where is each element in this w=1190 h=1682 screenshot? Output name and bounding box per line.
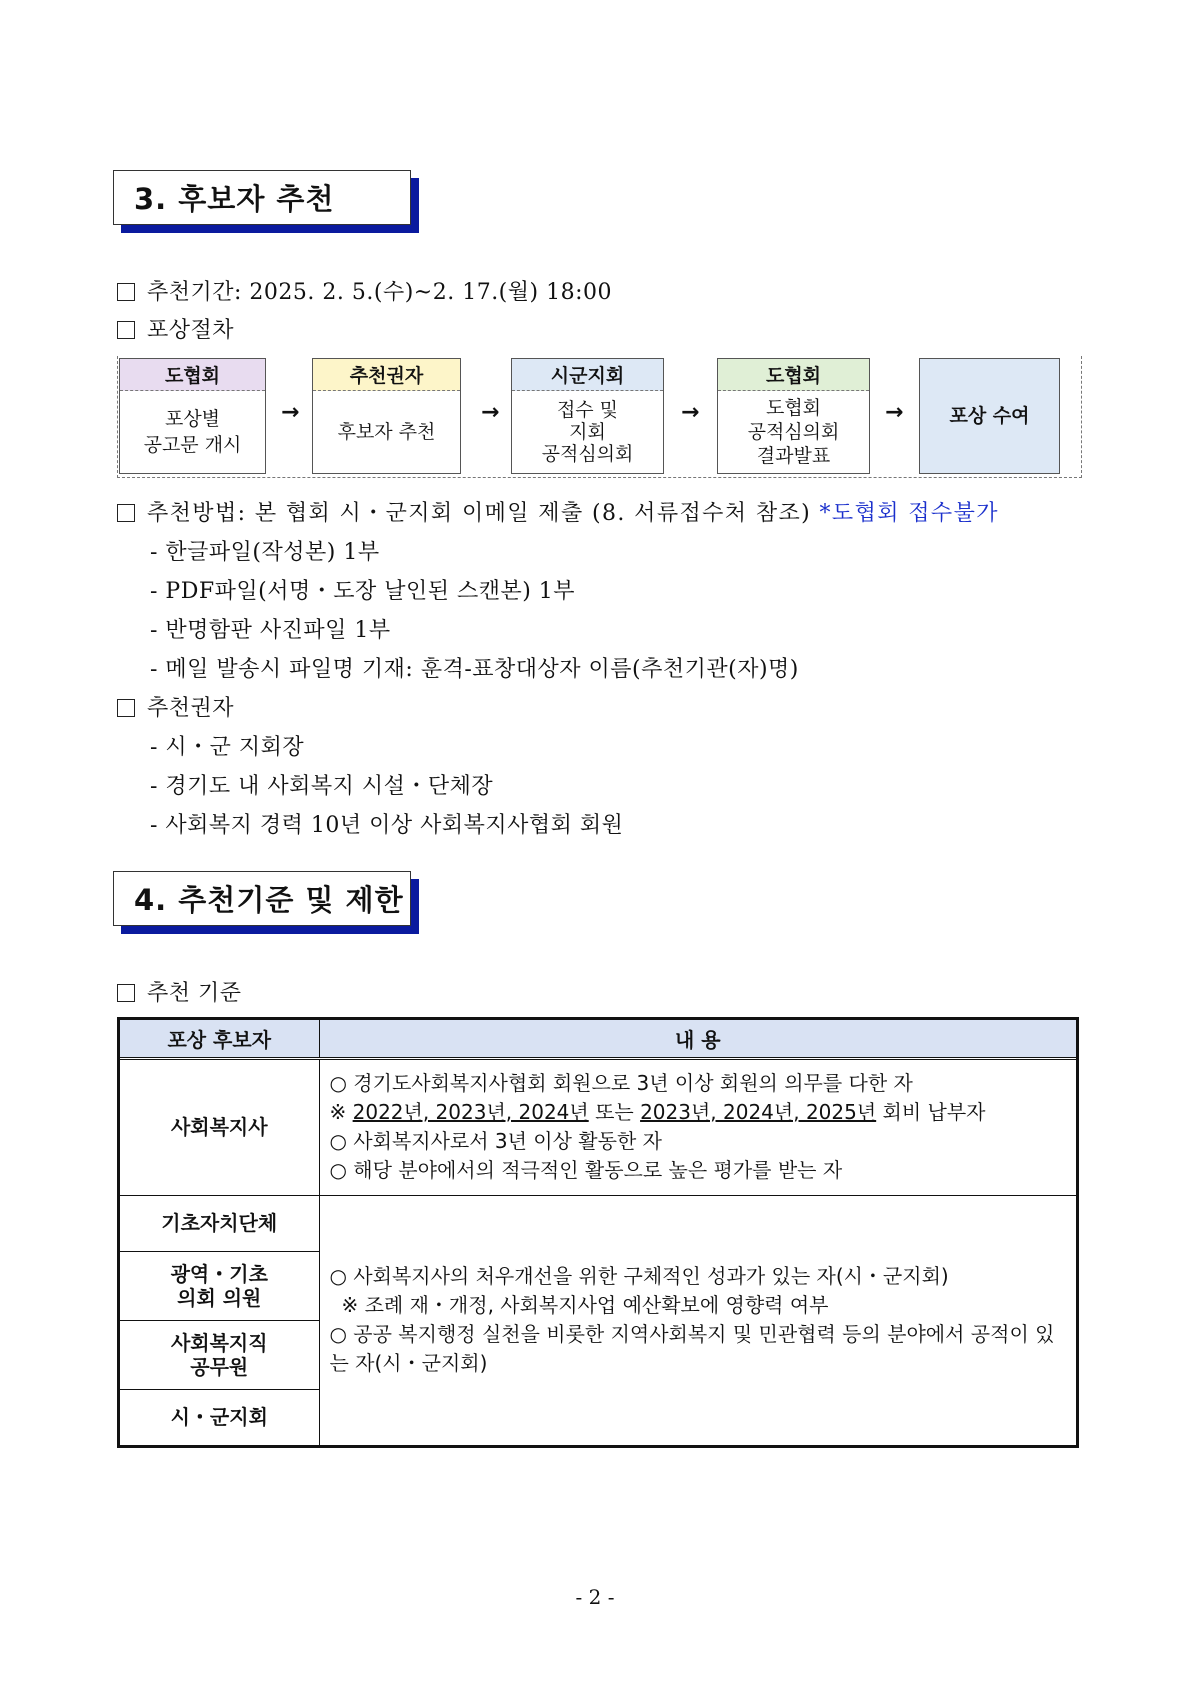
authority-item: - 시・군 지회장 <box>150 735 305 760</box>
authority-label: 추천권자 <box>117 691 234 722</box>
procedure-label: 포상절차 <box>117 313 234 344</box>
section-3-title: 3. 후보자 추천 <box>113 170 411 225</box>
checkbox-square-icon <box>117 984 135 1002</box>
flow-step-3 <box>511 358 664 474</box>
flow-arrow-icon: → <box>281 400 300 425</box>
flow-step-body: 도협회 공적심의회 결과발표 <box>747 397 840 467</box>
flow-step-2 <box>312 358 461 474</box>
criteria-content: ○ 경기도사회복지사협회 회원으로 3년 이상 회원의 의무를 다한 자 ※ 2022년, 2023년, 2024년 또는 2023년, 2024년, 2025년 회비 납부자 ○ 사회복지사로서 3년 이상 활동한 자 ○ 해당 분야에서의 적극적인 활동으로 높은 평가를 받는 자 <box>319 1058 1076 1195</box>
section-4-heading <box>113 871 419 934</box>
candidate-name: 기초자치단체 <box>120 1195 319 1251</box>
flow-step-1 <box>119 358 266 474</box>
flow-step-body: 포상 수여 <box>949 405 1030 427</box>
criteria-table <box>117 1017 1079 1448</box>
checkbox-square-icon <box>117 504 135 522</box>
authority-item: - 사회복지 경력 10년 이상 사회복지사협회 회원 <box>150 813 624 838</box>
checkbox-square-icon <box>117 321 135 339</box>
candidate-name: 광역・기초 의회 의원 <box>120 1251 319 1320</box>
criteria-content: ○ 사회복지사의 처우개선을 위한 구체적인 성과가 있는 자(시・군지회) ※ 조례 재・개정, 사회복지사업 예산확보에 영향력 여부 ○ 공공 복지행정 실천을 비롯한 지역사회복지 및 민관협력 등의 분야에서 공적이 있는 자(시・군지회) <box>329 1264 1055 1376</box>
flow-step-body: 포상별 공고문 개시 <box>143 408 242 456</box>
criteria-label: 추천 기준 <box>117 976 242 1007</box>
flow-step-head: 시군지회 <box>512 359 663 391</box>
flow-step-4 <box>717 358 870 474</box>
authority-item: - 경기도 내 사회복지 시설・단체장 <box>150 774 494 799</box>
recommend-method: 추천방법: 본 협회 시・군지회 이메일 제출 (8. 서류접수처 참조) *도협회 접수불가 <box>117 496 999 527</box>
award-procedure-flow <box>117 356 1082 478</box>
flow-step-head: 도협회 <box>120 359 265 391</box>
table-header-content: 내 용 <box>319 1020 1076 1058</box>
flow-arrow-icon: → <box>681 400 700 425</box>
section-3-heading <box>113 170 419 233</box>
section-4-title: 4. 추천기준 및 제한 <box>113 871 411 926</box>
candidate-name: 시・군지회 <box>120 1389 319 1445</box>
method-note: *도협회 접수불가 <box>819 501 999 526</box>
table-header-candidate: 포상 후보자 <box>120 1020 319 1058</box>
method-item: - PDF파일(서명・도장 날인된 스캔본) 1부 <box>150 579 576 604</box>
method-item: - 반명함판 사진파일 1부 <box>150 618 391 643</box>
flow-step-head: 추천권자 <box>313 359 460 391</box>
flow-step-5 <box>919 358 1060 474</box>
page-number: - 2 - <box>575 1585 615 1609</box>
flow-step-body: 접수 및 지회 공적심의회 <box>541 399 634 465</box>
checkbox-square-icon <box>117 283 135 301</box>
flow-step-body: 후보자 추천 <box>337 421 436 443</box>
flow-arrow-icon: → <box>885 400 904 425</box>
candidate-name: 사회복지직 공무원 <box>120 1320 319 1389</box>
checkbox-square-icon <box>117 699 135 717</box>
candidate-name: 사회복지사 <box>120 1058 319 1195</box>
flow-arrow-icon: → <box>481 400 500 425</box>
method-item: - 메일 발송시 파일명 기재: 훈격-표창대상자 이름(추천기관(자)명) <box>150 657 799 682</box>
flow-step-head: 도협회 <box>718 359 869 391</box>
method-item: - 한글파일(작성본) 1부 <box>150 540 380 565</box>
recommend-period: 추천기간: 2025. 2. 5.(수)~2. 17.(월) 18:00 <box>117 275 612 306</box>
